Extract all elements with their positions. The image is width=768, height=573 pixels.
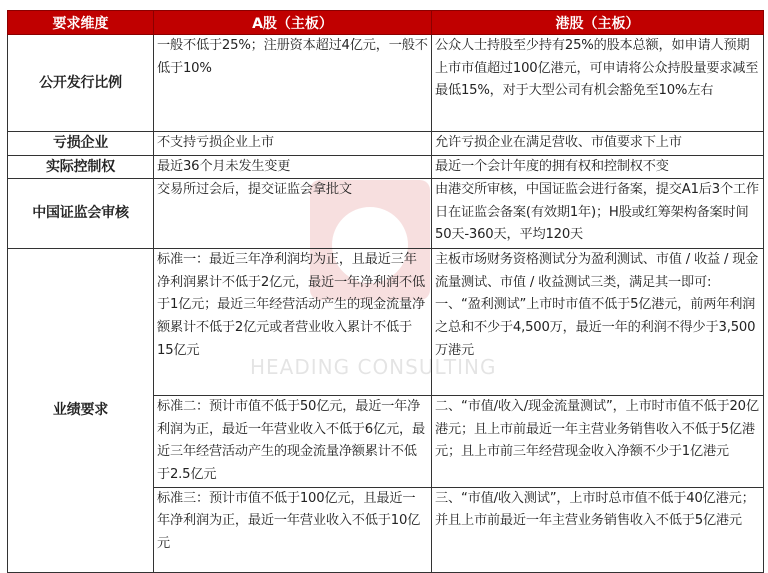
a-share-cell: 标准三：预计市值不低于100亿元，且最近一年净利润为正，最近一年营业收入不低于10亿元 (154, 487, 432, 572)
watermark-text: HEADING CONSULTING (250, 355, 497, 379)
hk-share-cell: 三、“市值/收入测试”，上市时总市值不低于40亿港元；并且上市前最近一年主营业务销售收入不低于5亿港元 (432, 487, 764, 572)
table-header-row (8, 11, 764, 35)
row-label: 中国证监会审核 (8, 179, 154, 249)
table-row (8, 249, 764, 396)
row-label: 亏损企业 (8, 132, 154, 156)
table-row (8, 155, 764, 179)
table-row (8, 35, 764, 132)
a-share-cell: 交易所过会后，提交证监会拿批文 (154, 179, 432, 249)
header-dimension: 要求维度 (8, 11, 154, 35)
table-row (8, 132, 764, 156)
hk-share-cell: 允许亏损企业在满足营收、市值要求下上市 (432, 132, 764, 156)
hk-share-cell: 主板市场财务资格测试分为盈利测试、市值 / 收益 / 现金流量测试、市值 / 收益测试三类，满足其一即可: 一、“盈利测试”上市时市值不低于5亿港元，前两年利润之总和不少于4,500万，最近一年的利润不得少于3,500万港元 (432, 249, 764, 396)
comparison-table (7, 10, 764, 573)
row-label: 公开发行比例 (8, 35, 154, 132)
a-share-cell: 标准二：预计市值不低于50亿元，最近一年净利润为正，最近一年营业收入不低于6亿元，最近三年经营活动产生的现金流量净额累计不低于2.5亿元 (154, 396, 432, 487)
header-a-share: A股（主板） (154, 11, 432, 35)
row-label: 实际控制权 (8, 155, 154, 179)
a-share-cell: 标准一：最近三年净利润均为正，且最近三年净利润累计不低于2亿元，最近一年净利润不低于1亿元；最近三年经营活动产生的现金流量净额累计不低于2亿元或者营业收入累计不低于15亿元 (154, 249, 432, 396)
header-hk-share: 港股（主板） (432, 11, 764, 35)
hk-share-cell: 二、“市值/收入/现金流量测试”，上市时市值不低于20亿港元；且上市前最近一年主营业务销售收入不低于5亿港元；且上市前三年经营现金收入净额不少于1亿港元 (432, 396, 764, 487)
hk-share-cell: 由港交所审核，中国证监会进行备案，提交A1后3个工作日在证监会备案(有效期1年)；H股或红筹架构备案时间50天-360天，平均120天 (432, 179, 764, 249)
hk-share-cell: 公众人士持股至少持有25%的股本总额，如申请人预期上市市值超过100亿港元，可申请将公众持股量要求减至最低15%，对于大型公司有机会豁免至10%左右 (432, 35, 764, 132)
a-share-cell: 一般不低于25%；注册资本超过4亿元，一般不低于10% (154, 35, 432, 132)
a-share-cell: 不支持亏损企业上市 (154, 132, 432, 156)
a-share-cell: 最近36个月未发生变更 (154, 155, 432, 179)
table-row (8, 179, 764, 249)
hk-share-cell: 最近一个会计年度的拥有权和控制权不变 (432, 155, 764, 179)
row-label: 业绩要求 (8, 249, 154, 572)
